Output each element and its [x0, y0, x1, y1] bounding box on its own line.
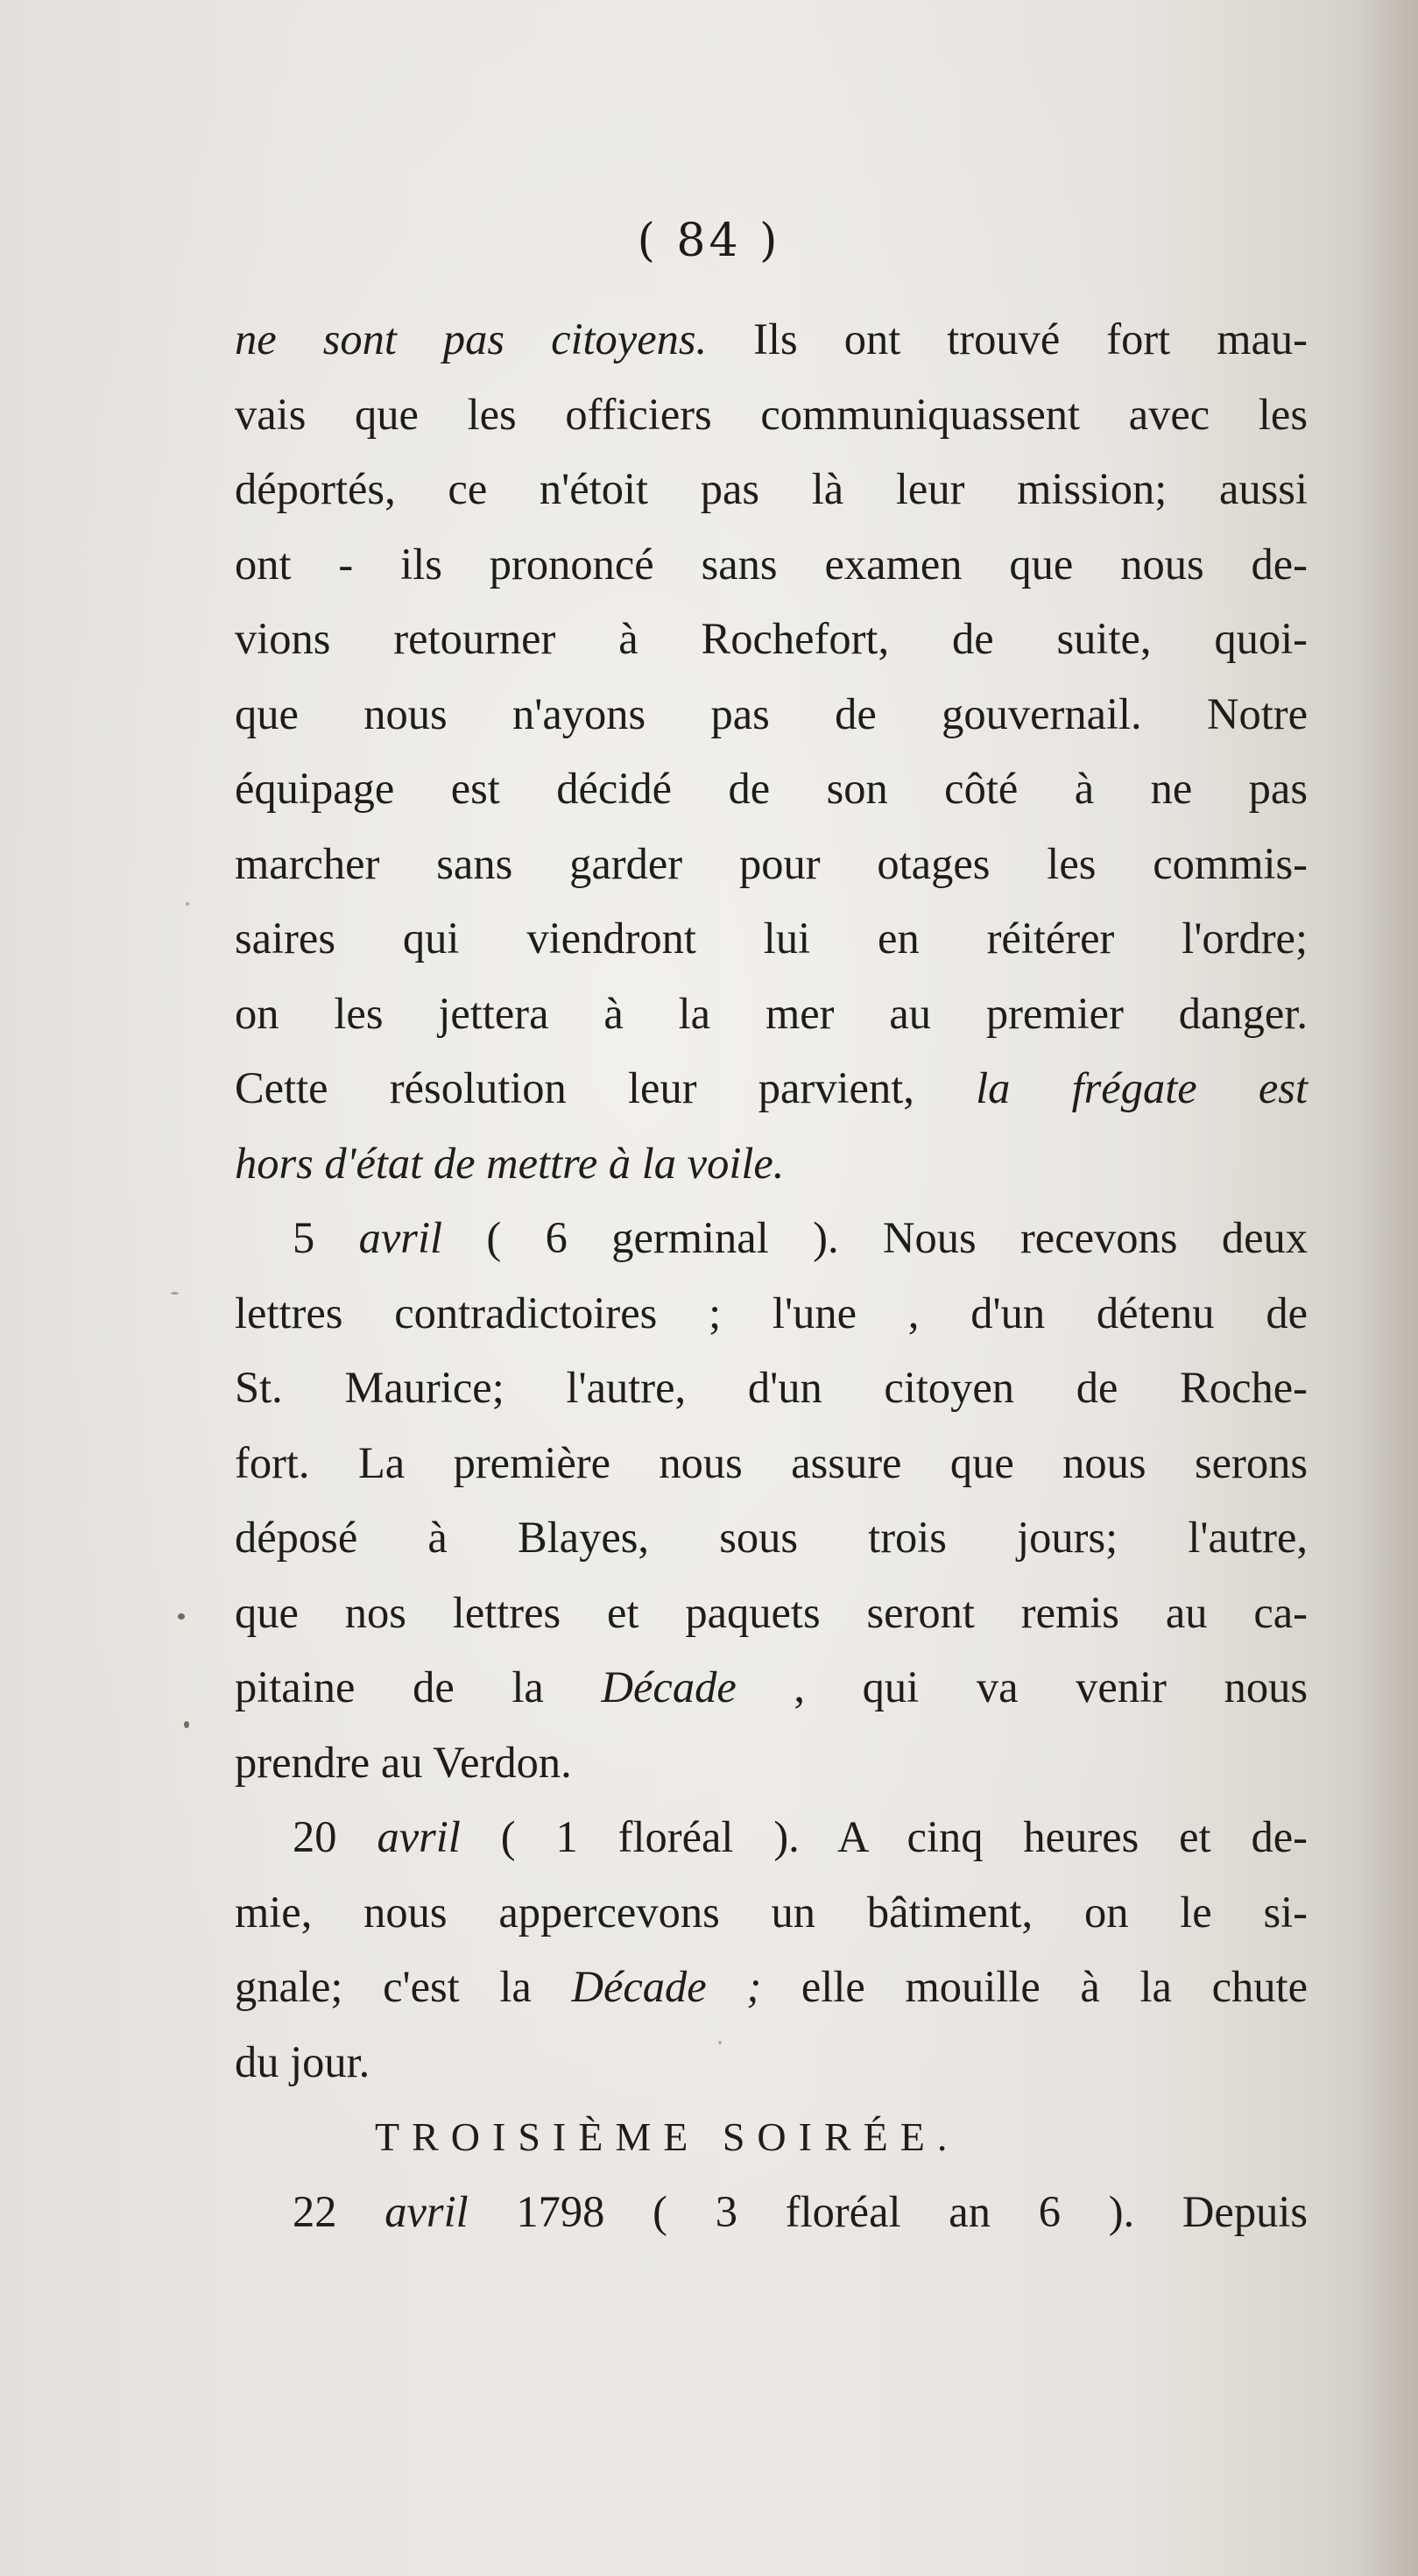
text-fragment: saires qui viendront lui en réitérer l'ordre; — [235, 914, 1308, 963]
text-line — [235, 1500, 1308, 1576]
text-line — [235, 827, 1308, 902]
text-line — [235, 677, 1308, 752]
text-fragment: 5 — [293, 1213, 359, 1262]
text-fragment: Cette résolution leur parvient, — [235, 1063, 977, 1112]
text-fragment: que nos lettres et paquets seront remis au ca- — [235, 1587, 1308, 1637]
text-line — [235, 1800, 1308, 1875]
text-line — [235, 1351, 1308, 1426]
text-line — [235, 1126, 1308, 1202]
text-line — [235, 302, 1308, 378]
text-fragment: mie, nous appercevons un bâtiment, on le si- — [235, 1887, 1308, 1937]
text-fragment: 20 — [293, 1812, 377, 1861]
text-fragment: Ils ont trouvé fort mau- — [707, 314, 1308, 363]
text-fragment-italic: Décade ; — [571, 1962, 762, 2011]
text-line — [235, 452, 1308, 527]
text-fragment: ont - ils prononcé sans examen que nous de- — [235, 539, 1308, 589]
text-fragment: elle mouille à la chute — [761, 1962, 1308, 2011]
text-line — [235, 1201, 1308, 1276]
paper-speck — [178, 1613, 185, 1620]
text-fragment-italic: hors d'état de mettre à la voile. — [235, 1138, 785, 1188]
paper-speck — [171, 1292, 179, 1295]
page-edge-shadow — [1357, 0, 1418, 2576]
text-fragment: du jour. — [235, 2036, 370, 2086]
text-fragment: St. Maurice; l'autre, d'un citoyen de Roche- — [235, 1363, 1308, 1412]
text-fragment-italic: avril — [377, 1812, 461, 1861]
section-heading-text: TROISIÈME SOIRÉE. — [375, 2114, 960, 2159]
paper-speck — [184, 1721, 189, 1728]
text-fragment: on les jettera à la mer au premier danger. — [235, 988, 1308, 1038]
section-heading — [235, 2100, 1308, 2175]
text-line — [235, 977, 1308, 1052]
text-fragment: lettres contradictoires ; l'une , d'un détenu de — [235, 1288, 1308, 1337]
text-line — [235, 1726, 1308, 1801]
text-line — [235, 1875, 1308, 1951]
text-fragment: que nous n'ayons pas de gouvernail. Notre — [235, 688, 1308, 738]
text-fragment: gnale; c'est la — [235, 1962, 572, 2011]
body-text — [235, 302, 1308, 2249]
text-fragment-italic: avril — [358, 1213, 443, 1262]
text-line — [235, 1276, 1308, 1352]
text-line — [235, 1650, 1308, 1726]
text-line — [235, 378, 1308, 453]
text-line — [235, 2025, 1308, 2100]
text-fragment: déposé à Blayes, sous trois jours; l'autre, — [235, 1513, 1308, 1562]
text-fragment: déportés, ce n'étoit pas là leur mission; aussi — [235, 464, 1308, 513]
text-line — [235, 1576, 1308, 1651]
text-line — [235, 602, 1308, 677]
text-fragment-italic: ne sont pas citoyens. — [235, 314, 708, 363]
text-fragment-italic: avril — [384, 2186, 469, 2236]
text-fragment: ( 1 floréal ). A cinq heures et de- — [460, 1812, 1309, 1861]
text-fragment-italic: Décade — [601, 1662, 737, 1711]
text-fragment: vions retourner à Rochefort, de suite, quoi- — [235, 614, 1308, 663]
text-line — [235, 752, 1308, 827]
text-line — [235, 1051, 1308, 1126]
text-fragment: 22 — [293, 2186, 385, 2236]
paper-speck — [186, 902, 189, 906]
text-fragment: , qui va venir nous — [736, 1662, 1309, 1711]
text-fragment: prendre au Verdon. — [235, 1737, 572, 1787]
text-line — [235, 1950, 1308, 2025]
text-fragment: pitaine de la — [235, 1662, 602, 1711]
text-fragment: vais que les officiers communiquassent avec les — [235, 389, 1308, 439]
text-fragment: marcher sans garder pour otages les commis- — [235, 838, 1308, 888]
text-line — [235, 901, 1308, 977]
text-fragment: fort. La première nous assure que nous serons — [235, 1437, 1308, 1487]
text-fragment: 1798 ( 3 floréal an 6 ). Depuis — [468, 2186, 1309, 2236]
text-line — [235, 2175, 1308, 2250]
text-line — [235, 527, 1308, 603]
text-fragment: ( 6 germinal ). Nous recevons deux — [442, 1213, 1308, 1262]
text-fragment-italic: la frégate est — [976, 1063, 1308, 1112]
text-line — [235, 1426, 1308, 1501]
text-fragment: équipage est décidé de son côté à ne pas — [235, 764, 1308, 813]
page-number: ( 84 ) — [637, 215, 781, 267]
